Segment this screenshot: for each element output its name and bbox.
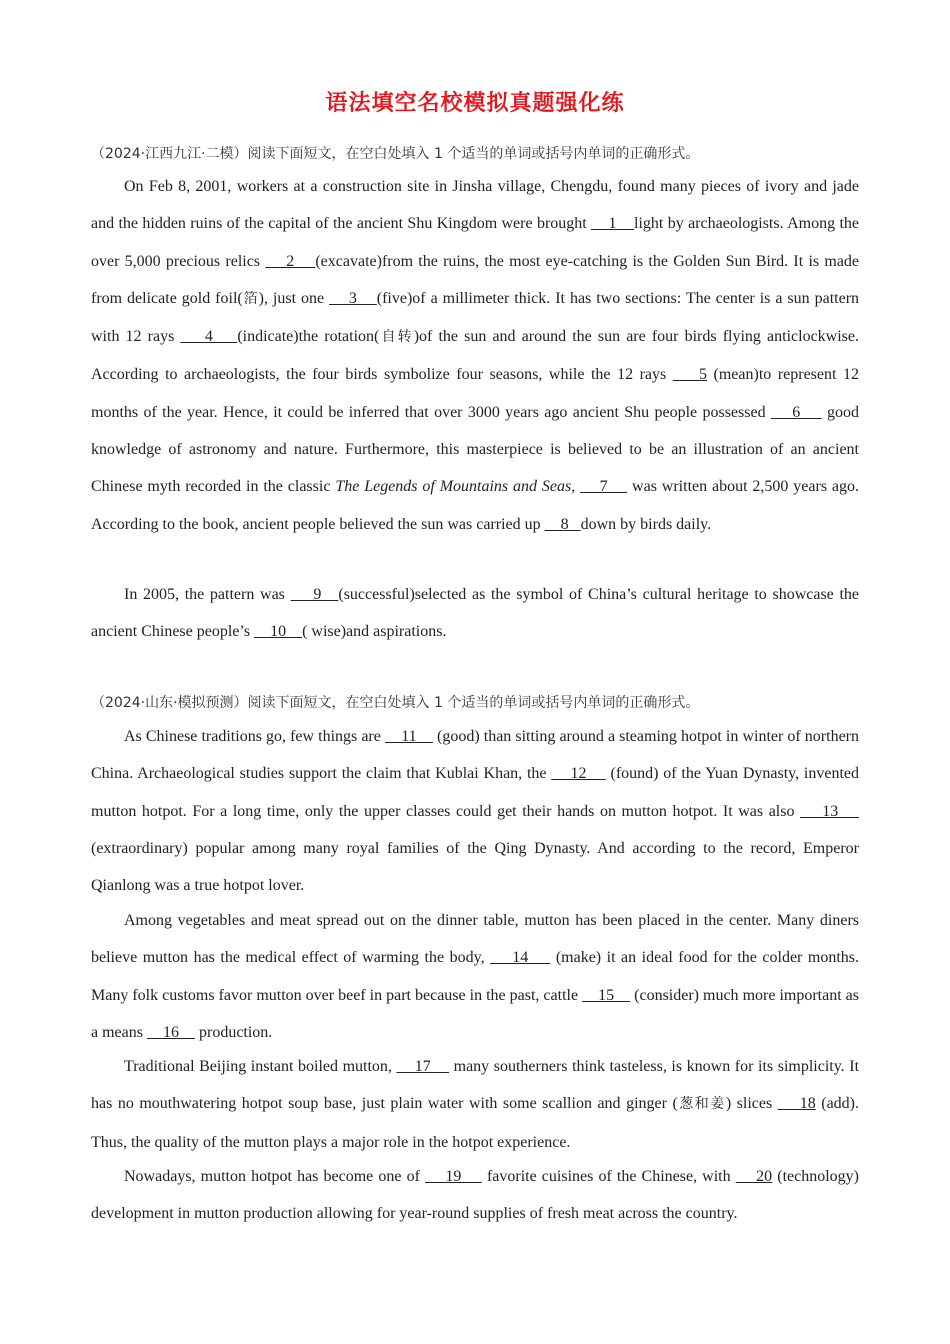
blank-3[interactable]: 3 [329,289,377,307]
text-segment: light by archaeologists. Among the over 5,000 precious relics [91,215,859,270]
text-segment: production. [194,1023,273,1041]
blank-15[interactable]: 15 [582,986,631,1004]
text-segment: As Chinese traditions go, few things are [124,728,385,745]
passage2-source: （2024·山东·模拟预测）阅读下面短文，在空白处填入 1 个适当的单词或括号内单词的正确形式。 [91,695,700,711]
blank-6[interactable]: 6 [770,403,822,421]
text-segment: (indicate)the rotation( [237,328,380,346]
passage1-source: （2024·江西九江·二模）阅读下面短文，在空白处填入 1 个适当的单词或括号内单词的正确形式。 [91,146,700,162]
passage2-paragraph4 [91,1158,859,1233]
text-segment: ) slices [725,1095,778,1113]
blank-19[interactable]: 19 [425,1168,482,1185]
text-segment: was written about 2,500 years ago. According to the book, ancient people believed the sun was carried up [91,478,860,533]
text-segment: Among vegetables and meat spread out on the dinner table, mutton has been placed in the center. Many diners believe mutton has the medical effect of warming the body, [91,912,859,967]
blank-12[interactable]: 12 [551,765,606,783]
book-title: The Legends of Mountains and Seas [335,478,572,496]
blank-2[interactable]: 2 [265,252,316,270]
blank-14[interactable]: 14 [490,949,551,967]
blank-13[interactable]: 13 [800,802,860,820]
cjk-gloss: 葱和姜 [677,1096,726,1113]
blank-18[interactable]: 18 [777,1095,816,1113]
text-segment: down by birds daily. [580,515,712,533]
text-segment: good knowledge of astronomy and nature. Furthermore, this masterpiece is believed to be an illustration of an ancient Chinese myth recorded in the classic [91,403,860,496]
passage1-paragraph1 [91,168,859,543]
blank-20[interactable]: 20 [735,1168,773,1185]
blank-16[interactable]: 16 [146,1023,195,1041]
blank-11[interactable]: 11 [384,728,433,745]
blank-10[interactable]: 10 [254,623,303,641]
blank-1[interactable]: 1 [591,215,635,233]
text-segment: (good) than sitting around a steaming hotpot in winter of northern China. Archaeological studies support the claim that Kublai Khan, the [91,728,860,783]
text-segment: )of the sun and around the sun are four birds flying anticlockwise. According to archaeologists, the four birds symbolize four seasons, while the 12 rays [91,328,859,384]
text-segment: ), just one [258,289,330,307]
text-segment: Nowadays, mutton hotpot has become one of [124,1168,425,1185]
text-segment: many southerners think tasteless, is known for its simplicity. It has no mouthwatering hotpot soup base, just plain water with some scallion and ginger ( [91,1058,860,1113]
text-segment: (extraordinary) popular among many royal families of the Qing Dynasty. And according to the record, Emperor Qianlong was a true hotpot lover. [91,839,859,895]
passage2-paragraph2 [91,902,859,1051]
passage2-paragraph3 [91,1048,859,1161]
passage1-paragraph2 [91,576,859,651]
page-title: 语法填空名校模拟真题强化练 [325,91,625,116]
cjk-gloss: 箔 [242,290,259,307]
text-segment: (found) of the Yuan Dynasty, invented mutton hotpot. For a long time, only the upper classes could get their hands on mutton hotpot. It was also [91,765,859,820]
text-segment: (five)of a millimeter thick. It has two sections: The center is a sun pattern with 12 rays [91,289,860,346]
text-segment: On Feb 8, 2001, workers at a construction site in Jinsha village, Chengdu, found many pieces of ivory and jade and the hidden ruins of the capital of the ancient Shu Kingdom were brought [91,178,859,233]
blank-4[interactable]: 4 [180,328,238,346]
passage2-paragraph1 [91,718,859,904]
text-segment: In 2005, the pattern was [124,586,291,603]
text-segment: (excavate)from the ruins, the most eye-catching is the Golden Sun Bird. It is made from delicate gold foil( [91,252,860,307]
blank-7[interactable]: 7 [580,478,628,496]
text-segment: (consider) much more important as a means [91,986,859,1041]
text-segment: Traditional Beijing instant boiled mutton, [124,1058,397,1075]
blank-5[interactable]: 5 [672,366,707,384]
text-segment: , [571,478,581,496]
text-segment: (mean)to represent 12 months of the year. Hence, it could be inferred that over 3000 years ago ancient Shu people possessed [91,366,859,421]
blank-9[interactable]: 9 [290,586,339,603]
cjk-gloss: 自转 [379,329,414,346]
text-segment: (make) it an ideal food for the colder months. Many folk customs favor mutton over beef in part because in the past, cattle [91,949,860,1004]
blank-17[interactable]: 17 [396,1058,450,1075]
text-segment: (successful)selected as the symbol of China’s cultural heritage to showcase the ancient Chinese people’s [91,586,860,641]
text-segment: ( wise)and aspirations. [302,623,447,641]
text-segment: (technology) development in mutton production allowing for year-round supplies of fresh meat across the country. [91,1168,860,1223]
blank-8[interactable]: 8 [544,515,581,533]
text-segment: favorite cuisines of the Chinese, with [481,1168,736,1185]
text-segment: (add). Thus, the quality of the mutton plays a major role in the hotpot experience. [91,1095,859,1151]
